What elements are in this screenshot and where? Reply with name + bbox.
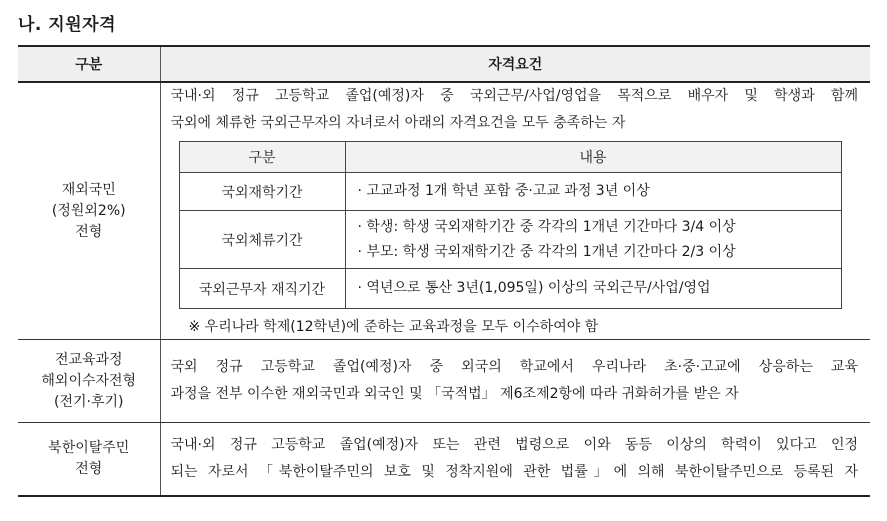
requirement-line: 국내·외 정규 고등학교 졸업(예정)자 중 국외근무/사업/영업을 목적으로 배우자 및 학생과 함께 [170, 88, 858, 104]
requirement-line: 과정을 전부 이수한 재외국민과 외국인 및 「국적법」 제6조제2항에 따라 귀화허가를 받은 자 [170, 386, 739, 402]
requirement-cell [160, 82, 870, 340]
requirement-cell [160, 340, 870, 423]
section-heading: 나. 지원자격 [18, 15, 116, 35]
criteria-value: · 고교과정 1개 학년 포함 중·고교 과정 3년 이상 [345, 173, 841, 211]
category-line: 북한이탈주민 [48, 440, 130, 456]
criteria-value [345, 211, 841, 269]
category-line: 전교육과정 [54, 351, 123, 368]
category-line: 전형 [75, 223, 103, 240]
requirement-line: 되는 자로서 「북한이탈주민의 보호 및 정착지원에 관한 법률」에 의해 북한이탈주민으로 등록된 자 [170, 464, 858, 480]
category-line: 해외이수자전형 [41, 372, 137, 389]
subtable-row [179, 269, 841, 309]
category-cell [18, 340, 160, 423]
eligibility-table [18, 45, 870, 497]
criteria-subtable [179, 141, 842, 309]
requirement-cell [160, 423, 870, 497]
criteria-label: 국외체류기간 [179, 211, 345, 269]
category-line: 전형 [75, 461, 103, 477]
subtable-header-content: 내용 [345, 142, 841, 173]
category-cell [18, 423, 160, 497]
requirement-line: 국외에 체류한 국외근무자의 자녀로서 아래의 자격요건을 모두 충족하는 자 [170, 115, 626, 131]
criteria-value: · 역년으로 통산 3년(1,095일) 이상의 국외근무/사업/영업 [345, 269, 841, 309]
criteria-value-line: · 부모: 학생 국외재학기간 중 각각의 1개년 기간마다 2/3 이상 [357, 243, 736, 260]
category-cell [18, 82, 160, 340]
subtable-row [179, 173, 841, 211]
footnote: ※ 우리나라 학제(12학년)에 준하는 교육과정을 모두 이수하여야 함 [188, 319, 599, 335]
table-row-overseas-curriculum [18, 340, 870, 423]
subtable-row [179, 211, 841, 269]
category-line: 재외국민 [61, 181, 116, 198]
header-category: 구분 [18, 46, 160, 82]
subtable-header-row [179, 142, 841, 173]
table-header-row [18, 46, 870, 82]
criteria-value-line: · 학생: 학생 국외재학기간 중 각각의 1개년 기간마다 3/4 이상 [357, 218, 736, 235]
table-row-north-korean-defector [18, 423, 870, 497]
header-requirements: 자격요건 [160, 46, 870, 82]
requirement-line: 국내·외 정규 고등학교 졸업(예정)자 또는 관련 법령으로 이와 동등 이상의 학력이 있다고 인정 [170, 437, 858, 453]
category-line: (전기·후기) [54, 393, 124, 410]
criteria-label: 국외재학기간 [179, 173, 345, 211]
criteria-label: 국외근무자 재직기간 [179, 269, 345, 309]
category-line: (정원외2%) [51, 202, 126, 219]
table-row-overseas-korean [18, 82, 870, 340]
subtable-header-category: 구분 [179, 142, 345, 173]
requirement-line: 국외 정규 고등학교 졸업(예정)자 중 외국의 학교에서 우리나라 초·중·고교에 상응하는 교육 [170, 359, 858, 375]
